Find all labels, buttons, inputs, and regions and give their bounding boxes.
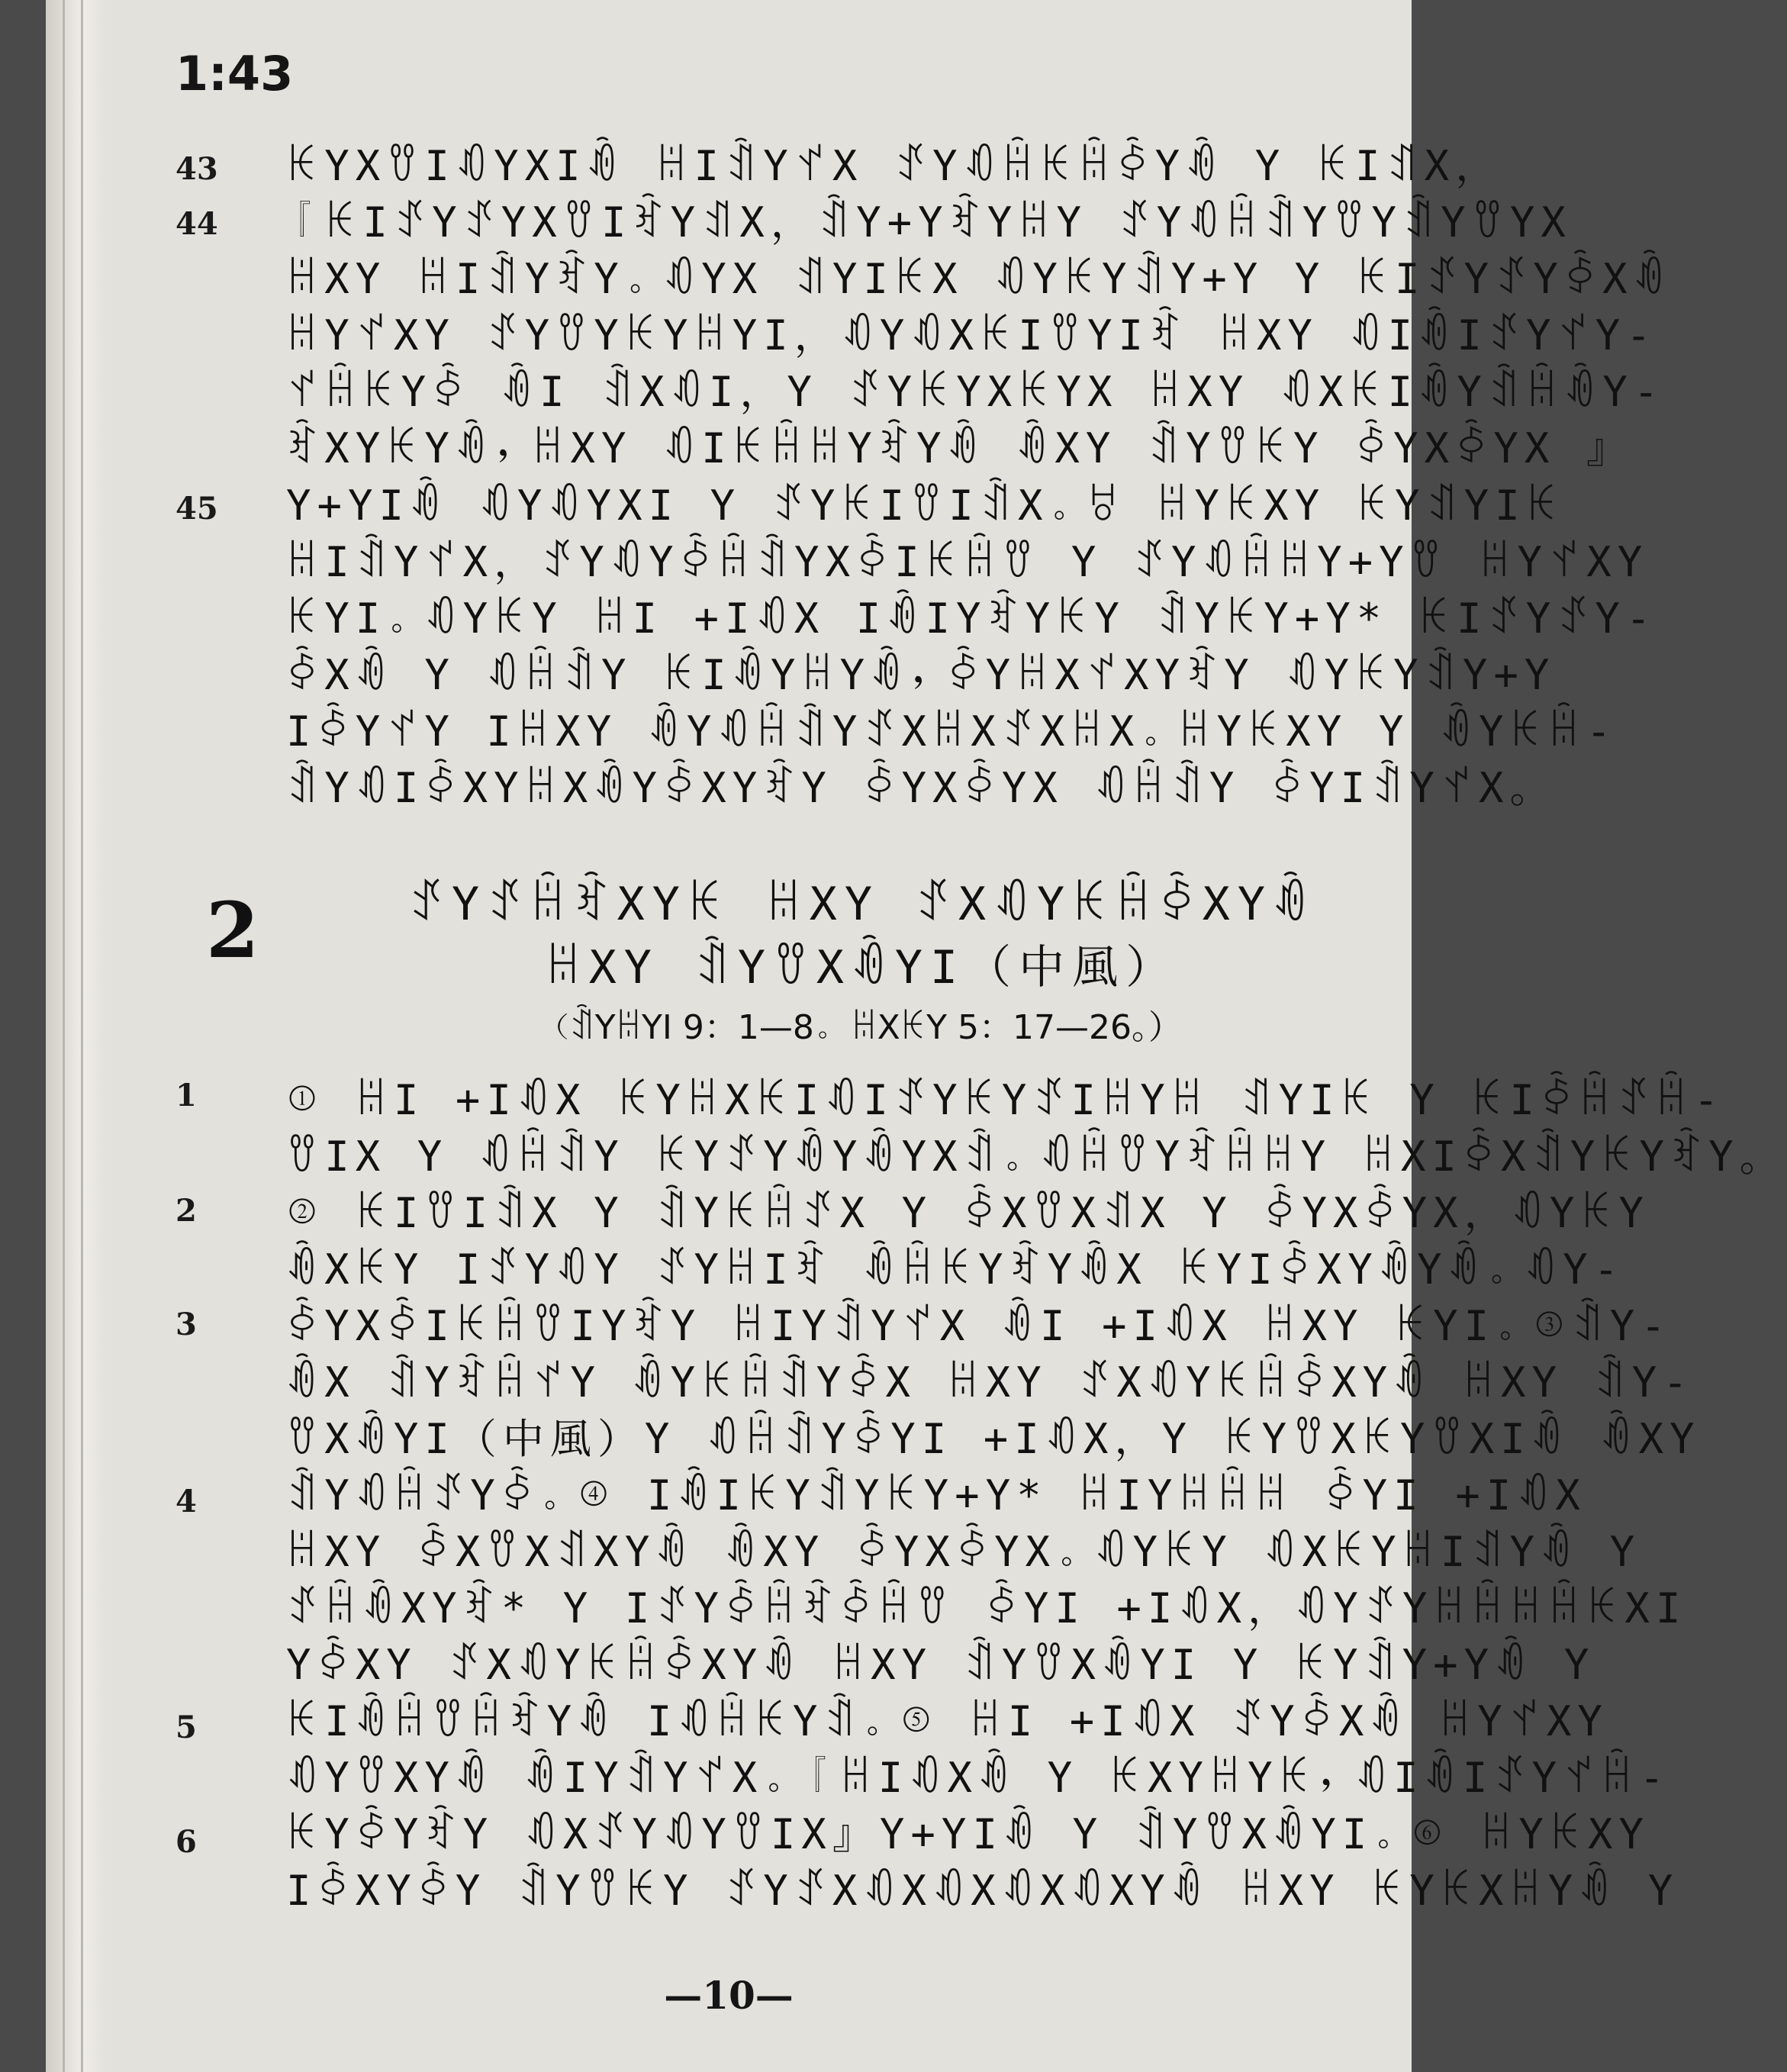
text-line: 『ꀘIꀋYꀋYXꀎIꀓYꀊX，ꀉY+YꀓYꀍY ꀋYꀒꀌꀉYꀎYꀉYꀎYX (286, 198, 1572, 247)
chapter-cross-reference: （ꀉYꀍYI 9：1—8。 ꀍXꀘY 5：17—26。） (543, 1008, 1182, 1047)
text-line: ꀍIꀉYꀈX，ꀋYꀒYꀅꀌꀉYXꀅIꀘꀌꀎ Y ꀋYꀒꀌꀍY+Yꀎ ꀍYꀈXY (286, 538, 1649, 586)
spine-line (81, 0, 83, 2072)
verse-number: 6 (175, 1824, 197, 1860)
text-line: ꀈꀌꀘYꀅ ꀐI ꀉXꀒI，Y ꀋYꀘYXꀘYX ꀍXY ꀒXꀘIꀐYꀉꀌꀐY- (286, 368, 1665, 416)
text-line: ꀘIꀐꀌꀎꀌꀓYꀐ IꀒꀌꀘYꀉ。⑤ ꀍI +IꀒX ꀋYꀅXꀐ ꀍYꀈXY (286, 1697, 1608, 1745)
text-line: ꀘYXꀎIꀒYXIꀐ ꀍIꀉYꀈX ꀋYꀒꀌꀘꀌꀅYꀐ Y ꀘIꀊX， (286, 142, 1503, 190)
text-line: YꀅXY ꀋXꀒYꀘꀌꀅXYꀐ ꀍXY ꀉYꀎXꀐYI Y ꀘYꀉY+Yꀐ Y (286, 1641, 1595, 1689)
spine-line (63, 0, 65, 2072)
verse-number: 5 (175, 1709, 197, 1745)
page-header-reference: 1:43 (175, 46, 294, 102)
verse-number: 43 (175, 151, 218, 187)
text-line: ꀐX ꀉYꀓꀌꀈY ꀐYꀘꀌꀉYꀅX ꀍXY ꀋXꀒYꀘꀌꀅXYꀐ ꀍXY ꀉY- (286, 1358, 1694, 1407)
page-spine (46, 0, 107, 2072)
text-line: ꀉYꀒꀌꀋYꀅ。④ IꀐIꀘYꀉYꀘY+Y* ꀍIYꀍꀌꀍ ꀅYI +IꀒX (286, 1471, 1586, 1519)
page-number: —10— (664, 1973, 794, 2018)
text-line: ꀘYI。ꀒYꀘY ꀍI +IꀒX IꀐIYꀓYꀘY ꀉYꀘY+Y* ꀘIꀋYꀋY- (286, 595, 1657, 643)
text-line: ꀎXꀐYI（中風）Y ꀒꀌꀉYꀅYI +IꀒX，Y ꀘYꀎXꀘYꀎXIꀐ ꀐXY (286, 1415, 1701, 1463)
verse-number: 3 (175, 1307, 197, 1342)
text-line: ꀍYꀈXY ꀋYꀎYꀘYꀍYI，ꀒYꀒXꀘIꀎYIꀓ ꀍXY ꀒIꀐIꀋYꀈY- (286, 311, 1657, 359)
text-line: ꀒYꀎXYꀐ ꀐIYꀉYꀈX。『ꀍIꀒXꀐ Y ꀘXYꀍYꀘ，ꀒIꀐIꀋYꀈꀌ- (286, 1754, 1670, 1802)
text-line: ꀐXꀘY IꀋYꀒY ꀋYꀍIꀓ ꀐꀌꀘYꀓYꀐX ꀘYIꀅXYꀐYꀐ。ꀒY- (286, 1245, 1625, 1294)
verse-number: 4 (175, 1484, 197, 1519)
chapter-number: 2 (206, 885, 259, 975)
verse-number: 1 (175, 1078, 197, 1113)
text-line: ꀎIX Y ꀒꀌꀉY ꀘYꀋYꀐYꀐYXꀉ。ꀒꀌꀎYꀓꀌꀍY ꀍXIꀅXꀉYꀘYꀓY。 (286, 1133, 1787, 1181)
chapter-title-line: ꀍXY ꀉYꀎXꀐYI（中風） (545, 941, 1180, 994)
text-line: IꀅXYꀅY ꀉYꀎꀘY ꀋYꀋXꀒXꀒXꀒXꀒXYꀐ ꀍXY ꀘYꀘXꀍYꀐ Y (286, 1867, 1679, 1915)
verse-number: 44 (175, 206, 218, 242)
text-line: ② ꀘIꀎIꀉX Y ꀉYꀘꀌꀋX Y ꀅXꀎXꀊX Y ꀅYXꀅYX，ꀒYꀘY (286, 1189, 1650, 1237)
text-line: ꀓXYꀘYꀐ，ꀍXY ꀒIꀘꀌꀍYꀓYꀐ ꀐXY ꀉYꀎꀘY ꀅYXꀅYX 』 (286, 424, 1634, 472)
text-line: ꀋꀌꀐXYꀓ* Y IꀋYꀅꀌꀓꀅꀌꀎ ꀅYI +IꀒX，ꀒYꀋYꀍꀌꀍꀌꀘXI (286, 1584, 1687, 1632)
book-page (46, 0, 1787, 2072)
text-line: ꀘYꀅYꀓY ꀒXꀋYꀒYꀎIX』Y+YIꀐ Y ꀉYꀎXꀐYI。⑥ ꀍYꀘXY (286, 1810, 1650, 1858)
chapter-title-line: ꀋYꀋꀌꀓXYꀘ ꀍXY ꀋXꀒYꀘꀌꀅXYꀐ (408, 878, 1316, 931)
verse-number: 2 (175, 1193, 197, 1229)
verse-number: 45 (175, 491, 218, 527)
text-line: ꀅYXꀅIꀘꀌꀎIYꀓY ꀍIYꀉYꀈX ꀐI +IꀒX ꀍXY ꀘYI。③ꀉY- (286, 1302, 1672, 1350)
text-line: ꀉYꀒIꀅXYꀍXꀐYꀅXYꀓY ꀅYXꀅYX ꀒꀌꀉY ꀅYIꀉYꀈX。 (286, 764, 1557, 812)
text-line: ① ꀍI +IꀒX ꀘYꀍXꀘIꀒIꀋYꀘYꀋIꀍYꀍ ꀊYIꀘ Y ꀘIꀅꀌꀋꀌ- (286, 1076, 1725, 1124)
text-line: ꀍXY ꀅXꀎXꀊXYꀐ ꀐXY ꀅYXꀅYX。ꀒYꀘY ꀒXꀘYꀍIꀊYꀐ Y (286, 1528, 1641, 1576)
text-line: ꀅXꀐ Y ꀒꀌꀉY ꀘIꀐYꀍYꀐ，ꀅYꀍXꀈXYꀓY ꀒYꀘYꀉY+Y (286, 651, 1556, 699)
text-line: IꀅYꀈY IꀍXY ꀐYꀒꀌꀉYꀋXꀍXꀋXꀍX。ꀍYꀘXY Y ꀐYꀘꀌ- (286, 707, 1618, 756)
text-line: Y+YIꀐ ꀒYꀒYXI Y ꀋYꀘIꀎIꀉX。ꀞ ꀍYꀘXY ꀘYꀊYIꀘ (286, 482, 1564, 530)
text-line: ꀍXY ꀍIꀉYꀓY。ꀒYX ꀊYIꀘX ꀒYꀘYꀉY+Y Y ꀘIꀋYꀋYꀅXꀐ (286, 255, 1672, 303)
